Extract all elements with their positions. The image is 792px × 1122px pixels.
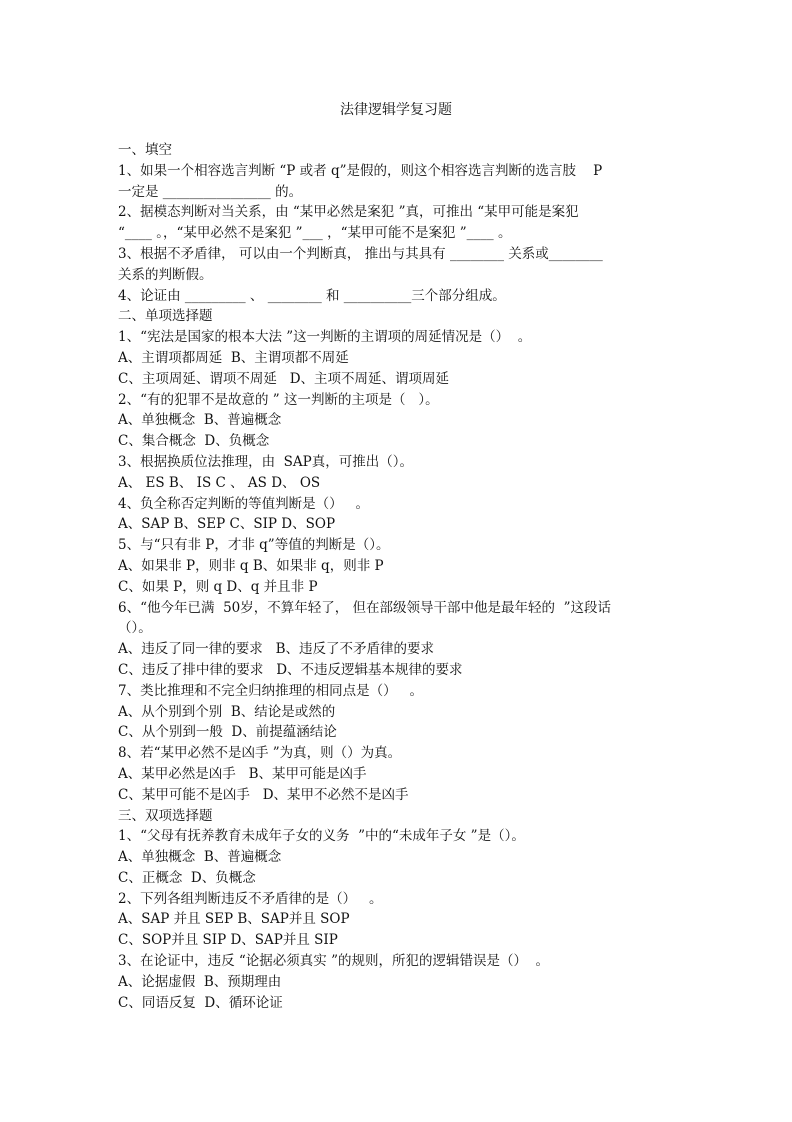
text-line: A、单独概念 B、普遍概念 [118, 412, 282, 429]
text-line: A、SAP B、SEP C、SIP D、SOP [118, 516, 336, 533]
text-line: 1、“父母有抚养教育未成年子女的义务 ”中的“未成年子女 ”是（）。 [118, 828, 525, 845]
text-line: A、违反了同一律的要求 B、违反了不矛盾律的要求 [118, 641, 435, 658]
text-line: 6、“他今年已满 50岁，不算年轻了， 但在部级领导干部中他是最年轻的 ”这段话 [118, 599, 612, 616]
text-line: A、单独概念 B、普遍概念 [118, 849, 282, 866]
text-line: A、某甲必然是凶手 B、某甲可能是凶手 [118, 765, 367, 782]
text-line: C、正概念 D、负概念 [118, 869, 256, 886]
text-line: C、如果 P，则 q D、q 并且非 P [118, 578, 318, 595]
text-line: A、论据虚假 B、预期理由 [118, 973, 282, 990]
text-line: 8、若“某甲必然不是凶手 ”为真，则（）为真。 [118, 745, 402, 762]
text-line: 二、单项选择题 [118, 308, 213, 325]
text-line: A、从个别到个别 B、结论是或然的 [118, 703, 336, 720]
text-line: C、同语反复 D、循环论证 [118, 994, 283, 1011]
text-line: 5、与“只有非 P，才非 q”等值的判断是（）。 [118, 537, 390, 554]
text-line: 3、根据不矛盾律， 可以由一个判断真， 推出与其具有 ________ 关系或________ [118, 245, 603, 262]
text-line: 3、在论证中，违反 “论据必须真实 ”的规则，所犯的逻辑错误是（） 。 [118, 953, 550, 970]
text-line: 7、类比推理和不完全归纳推理的相同点是（） 。 [118, 682, 423, 699]
text-line: 2、据模态判断对当关系，由 “某甲必然是案犯 ”真，可推出 “某甲可能是案犯 [118, 204, 579, 221]
text-line: A、 ES B、 IS C 、 AS D、 OS [118, 474, 321, 491]
text-line: 2、“有的犯罪不是故意的 ” 这一判断的主项是（ ）。 [118, 391, 439, 408]
text-line: C、主项周延、谓项不周延 D、主项不周延、谓项周延 [118, 370, 450, 387]
text-line: 三、双项选择题 [118, 807, 213, 824]
text-line: 关系的判断假。 [118, 266, 213, 283]
text-line: C、集合概念 D、负概念 [118, 433, 270, 450]
text-line: A、主谓项都周延 B、主谓项都不周延 [118, 349, 349, 366]
text-line: 一定是 ________________ 的。 [118, 183, 303, 200]
text-line: “____ 。，“某甲必然不是案犯 ”___ ，“某甲可能不是案犯 ”____ 。 [118, 225, 512, 242]
document-title: 法律逻辑学复习题 [340, 102, 452, 118]
text-line: 3、根据换质位法推理，由 SAP真，可推出（）。 [118, 453, 414, 470]
text-line: C、违反了排中律的要求 D、不违反逻辑基本规律的要求 [118, 661, 463, 678]
text-line: C、某甲可能不是凶手 D、某甲不必然不是凶手 [118, 786, 409, 803]
text-line: 1、“宪法是国家的根本大法 ”这一判断的主谓项的周延情况是（） 。 [118, 329, 532, 346]
text-line: C、SOP并且 SIP D、SAP并且 SIP [118, 932, 338, 949]
text-line: 4、负全称否定判断的等值判断是（） 。 [118, 495, 369, 512]
text-line: （）。 [118, 620, 152, 637]
text-line: A、如果非 P，则非 q B、如果非 q，则非 P [118, 557, 384, 574]
text-line: 一、填空 [118, 142, 172, 158]
document-body [118, 140, 680, 1013]
text-line: 4、论证由 _________ 、 ________ 和 __________三个部分组成。 [118, 287, 506, 304]
text-line: 2、下列各组判断违反不矛盾律的是（） 。 [118, 890, 383, 907]
text-line: A、SAP 并且 SEP B、SAP并且 SOP [118, 911, 350, 928]
text-line: C、从个别到一般 D、前提蕴涵结论 [118, 724, 337, 741]
text-line: 1、如果一个相容选言判断 “P 或者 q”是假的，则这个相容选言判断的选言肢 P [118, 162, 603, 179]
